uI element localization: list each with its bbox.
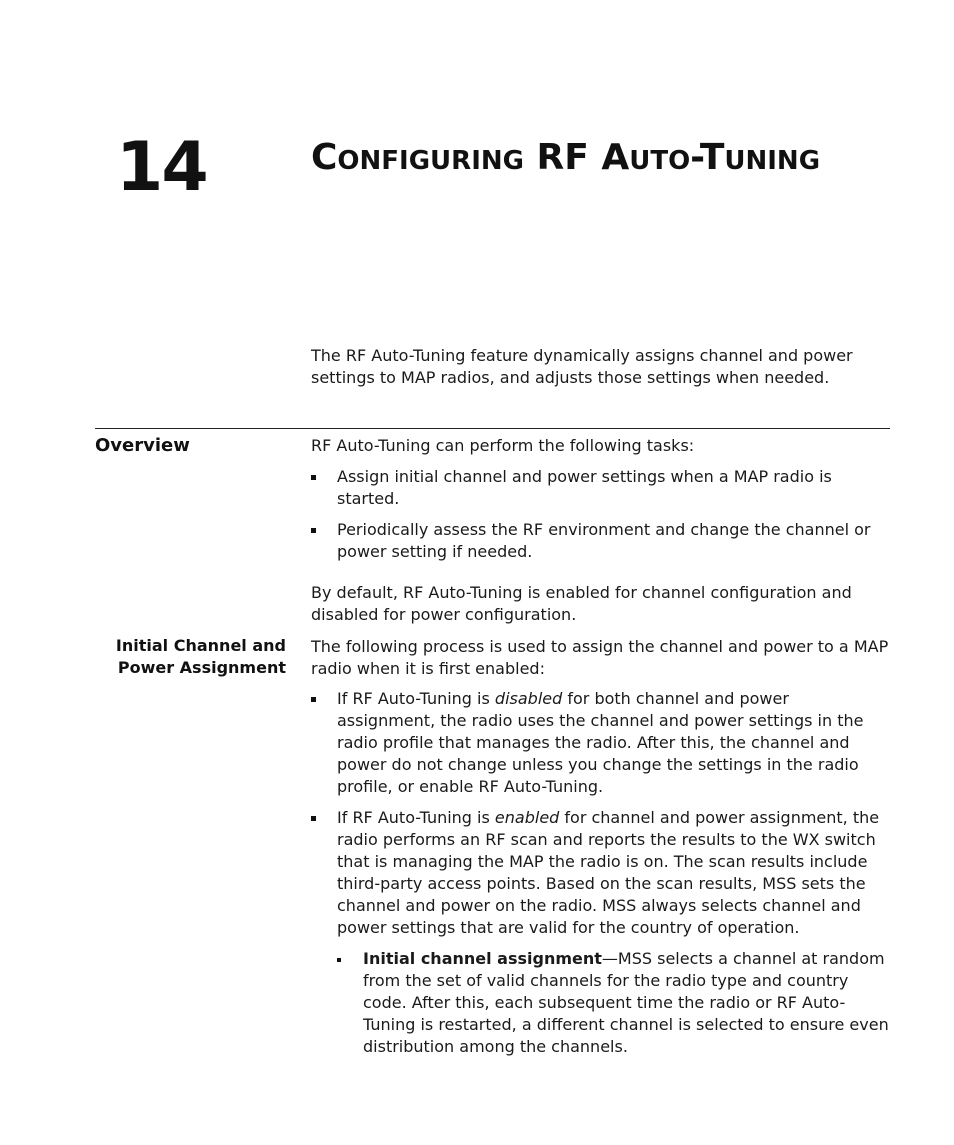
chapter-title — [311, 136, 820, 183]
bullet-pre-text: If RF Auto-Tuning is — [337, 689, 495, 708]
bullet-post-text: for both channel and power assignment, the radio uses the channel and power settings in the radio profile that manages the radio. After this, the channel and power do not change unless you change the settings in the radio profile, or enable RF Auto-Tuning. — [337, 689, 864, 796]
list-item — [311, 807, 891, 1058]
emphasis-disabled: disabled — [494, 689, 563, 708]
title-cap-rf-a: RF A — [523, 137, 630, 178]
emphasis-enabled: enabled — [494, 808, 560, 827]
sub-list-item — [337, 948, 891, 1058]
overview-heading: Overview — [95, 435, 190, 456]
list-item: Assign initial channel and power settings when a MAP radio is started. — [311, 466, 891, 510]
initial-assignment-body — [311, 636, 891, 1058]
title-small-caps-onfiguring: ONFIGURING — [337, 146, 524, 176]
title-cap-c: C — [311, 137, 338, 178]
initial-assignment-heading — [112, 635, 286, 679]
sub-list — [337, 948, 891, 1058]
intro-paragraph: The RF Auto-Tuning feature dynamically assigns channel and power settings to MAP radios, and adjusts those settings when needed. — [311, 346, 853, 387]
sub-bullet-text: —MSS selects a channel at random from the set of valid channels for the radio type and country code. After this, each subsequent time the radio or RF Auto-Tuning is restarted, a different channel is selected to ensure even distribution among the channels. — [363, 949, 889, 1056]
bullet-post-text: for channel and power assignment, the radio performs an RF scan and reports the results to the WX switch that is managing the MAP the radio is on. The scan results include third-party access points. Based on the scan results, MSS sets the channel and power on the radio. MSS always selects channel and power settings that are valid for the country of operation. — [337, 808, 880, 937]
heading-line: Power Assignment — [117, 658, 286, 677]
chapter-number: 14 — [116, 128, 207, 207]
assignment-list — [311, 688, 891, 1058]
title-small-caps-uning: UNING — [724, 146, 821, 176]
term-initial-channel-assignment: Initial channel assignment — [363, 949, 602, 968]
title-cap-t: -T — [690, 137, 725, 178]
initial-lead: The following process is used to assign the channel and power to a MAP radio when it is first enabled: — [311, 637, 889, 678]
list-item: Periodically assess the RF environment and change the channel or power setting if needed. — [311, 519, 891, 563]
overview-task-list — [311, 466, 891, 563]
heading-line: Initial Channel and — [115, 636, 286, 655]
section-divider — [95, 428, 890, 429]
default-note: By default, RF Auto-Tuning is enabled for channel configuration and disabled for power configuration. — [311, 583, 852, 624]
overview-body — [311, 435, 891, 626]
title-small-caps-uto: UTO — [629, 146, 691, 176]
list-item — [311, 688, 891, 798]
bullet-pre-text: If RF Auto-Tuning is — [337, 808, 495, 827]
overview-lead: RF Auto-Tuning can perform the following tasks: — [311, 436, 695, 455]
